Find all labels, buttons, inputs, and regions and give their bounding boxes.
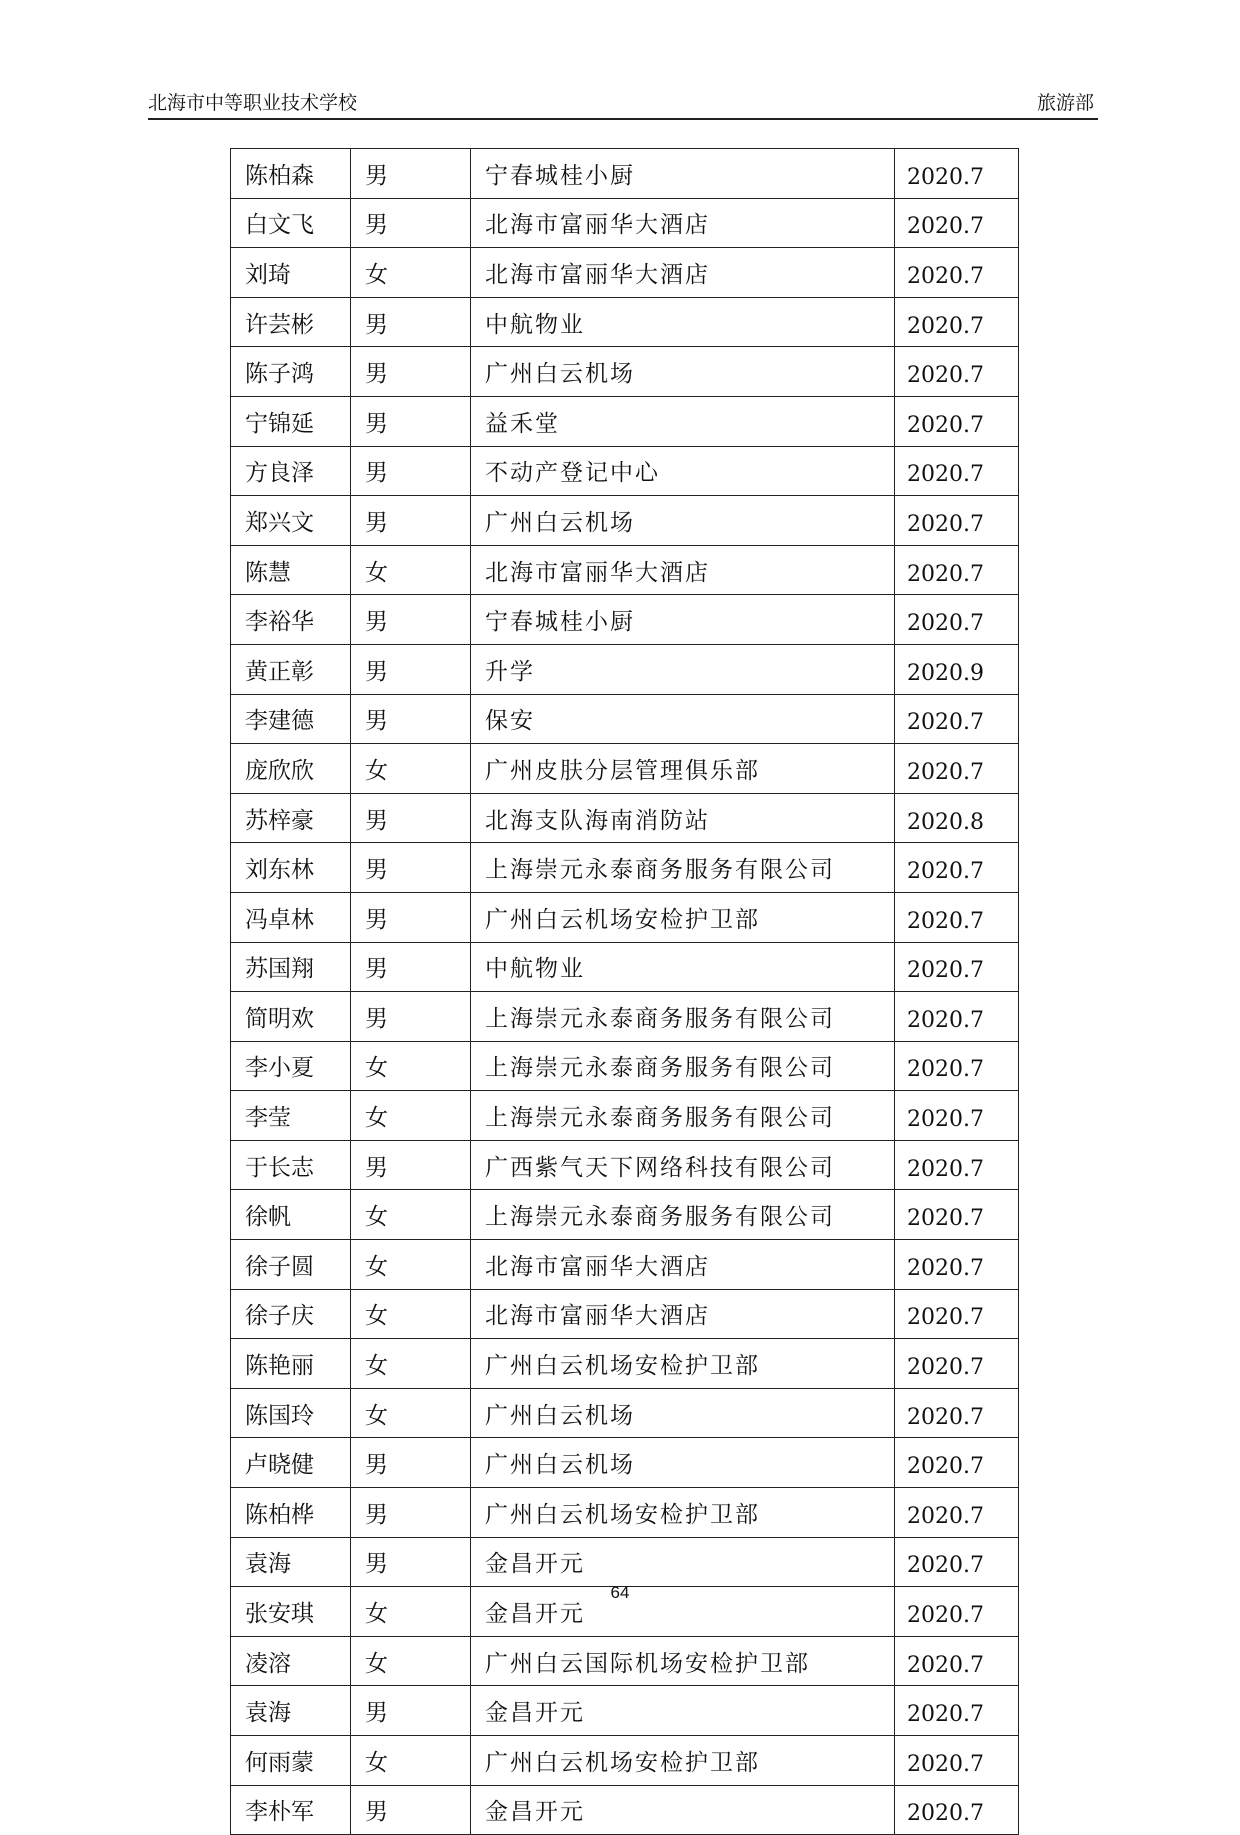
date-cell: 2020.7 [895,892,1019,942]
table-row [231,1091,1019,1141]
name-cell: 李莹 [231,1091,351,1141]
date-cell: 2020.7 [895,843,1019,893]
date-cell: 2020.7 [895,1785,1019,1835]
name-cell: 郑兴文 [231,496,351,546]
gender-cell: 男 [351,198,471,248]
company-cell: 广州白云机场安检护卫部 [471,1736,895,1786]
gender-cell: 女 [351,1736,471,1786]
company-cell: 广州白云机场 [471,347,895,397]
date-cell: 2020.7 [895,248,1019,298]
table-row [231,149,1019,199]
name-cell: 陈艳丽 [231,1339,351,1389]
company-cell: 广州白云机场安检护卫部 [471,892,895,942]
date-cell: 2020.7 [895,1289,1019,1339]
date-cell: 2020.7 [895,1339,1019,1389]
name-cell: 于长志 [231,1140,351,1190]
gender-cell: 男 [351,496,471,546]
date-cell: 2020.7 [895,396,1019,446]
name-cell: 许芸彬 [231,297,351,347]
gender-cell: 女 [351,1339,471,1389]
date-cell: 2020.7 [895,1636,1019,1686]
table-row [231,198,1019,248]
page-header [148,84,1098,120]
date-cell: 2020.7 [895,942,1019,992]
department-name: 旅游部 [1036,92,1094,114]
date-cell: 2020.7 [895,595,1019,645]
gender-cell: 女 [351,1388,471,1438]
company-cell: 上海崇元永泰商务服务有限公司 [471,1041,895,1091]
name-cell: 卢晓健 [231,1438,351,1488]
company-cell: 上海崇元永泰商务服务有限公司 [471,992,895,1042]
date-cell: 2020.7 [895,1537,1019,1587]
gender-cell: 男 [351,892,471,942]
date-cell: 2020.7 [895,1438,1019,1488]
employment-table [230,148,1019,1835]
name-cell: 陈国玲 [231,1388,351,1438]
name-cell: 李小夏 [231,1041,351,1091]
name-cell: 徐帆 [231,1190,351,1240]
gender-cell: 男 [351,595,471,645]
table-row [231,1636,1019,1686]
company-cell: 中航物业 [471,297,895,347]
date-cell: 2020.7 [895,1140,1019,1190]
table-row [231,396,1019,446]
table-row [231,595,1019,645]
company-cell: 北海市富丽华大酒店 [471,1240,895,1290]
table-row [231,1339,1019,1389]
company-cell: 广州白云机场安检护卫部 [471,1339,895,1389]
gender-cell: 男 [351,644,471,694]
date-cell: 2020.7 [895,496,1019,546]
date-cell: 2020.7 [895,1240,1019,1290]
name-cell: 徐子圆 [231,1240,351,1290]
company-cell: 金昌开元 [471,1537,895,1587]
name-cell: 刘琦 [231,248,351,298]
table-row [231,1736,1019,1786]
date-cell: 2020.7 [895,992,1019,1042]
company-cell: 金昌开元 [471,1587,895,1637]
date-cell: 2020.7 [895,744,1019,794]
gender-cell: 女 [351,1041,471,1091]
company-cell: 金昌开元 [471,1785,895,1835]
gender-cell: 男 [351,1686,471,1736]
table-row [231,446,1019,496]
table-row [231,1388,1019,1438]
company-cell: 广州白云机场安检护卫部 [471,1488,895,1538]
date-cell: 2020.8 [895,793,1019,843]
date-cell: 2020.7 [895,297,1019,347]
company-cell: 北海支队海南消防站 [471,793,895,843]
company-cell: 宁春城桂小厨 [471,595,895,645]
date-cell: 2020.9 [895,644,1019,694]
company-cell: 保安 [471,694,895,744]
date-cell: 2020.7 [895,446,1019,496]
company-cell: 广西紫气天下网络科技有限公司 [471,1140,895,1190]
company-cell: 北海市富丽华大酒店 [471,248,895,298]
name-cell: 庞欣欣 [231,744,351,794]
date-cell: 2020.7 [895,694,1019,744]
gender-cell: 女 [351,744,471,794]
name-cell: 刘东林 [231,843,351,893]
name-cell: 张安琪 [231,1587,351,1637]
table-row [231,1289,1019,1339]
gender-cell: 男 [351,149,471,199]
gender-cell: 男 [351,347,471,397]
name-cell: 陈子鸿 [231,347,351,397]
table-row [231,1190,1019,1240]
table-row [231,843,1019,893]
table-row [231,992,1019,1042]
company-cell: 不动产登记中心 [471,446,895,496]
name-cell: 李朴军 [231,1785,351,1835]
gender-cell: 女 [351,248,471,298]
name-cell: 陈柏桦 [231,1488,351,1538]
page-number: 64 [610,1583,630,1602]
date-cell: 2020.7 [895,1736,1019,1786]
name-cell: 宁锦延 [231,396,351,446]
name-cell: 袁海 [231,1686,351,1736]
company-cell: 广州白云国际机场安检护卫部 [471,1636,895,1686]
gender-cell: 男 [351,942,471,992]
company-cell: 北海市富丽华大酒店 [471,198,895,248]
gender-cell: 女 [351,1091,471,1141]
gender-cell: 男 [351,396,471,446]
name-cell: 陈柏森 [231,149,351,199]
name-cell: 简明欢 [231,992,351,1042]
name-cell: 方良泽 [231,446,351,496]
company-cell: 广州白云机场 [471,1388,895,1438]
name-cell: 黄正彰 [231,644,351,694]
gender-cell: 女 [351,1240,471,1290]
gender-cell: 男 [351,1537,471,1587]
company-cell: 益禾堂 [471,396,895,446]
table-row [231,297,1019,347]
table-row [231,1686,1019,1736]
table-row [231,892,1019,942]
gender-cell: 女 [351,1289,471,1339]
company-cell: 广州皮肤分层管理俱乐部 [471,744,895,794]
table-row [231,1537,1019,1587]
date-cell: 2020.7 [895,1488,1019,1538]
date-cell: 2020.7 [895,347,1019,397]
table-row [231,1438,1019,1488]
date-cell: 2020.7 [895,1041,1019,1091]
table-row [231,744,1019,794]
name-cell: 凌溶 [231,1636,351,1686]
date-cell: 2020.7 [895,149,1019,199]
gender-cell: 男 [351,446,471,496]
date-cell: 2020.7 [895,1686,1019,1736]
company-cell: 升学 [471,644,895,694]
table-body [231,149,1019,1835]
school-name: 北海市中等职业技术学校 [148,92,358,114]
table-row [231,1240,1019,1290]
table-row [231,1488,1019,1538]
table-row [231,1785,1019,1835]
date-cell: 2020.7 [895,1587,1019,1637]
table-row [231,793,1019,843]
gender-cell: 男 [351,694,471,744]
company-cell: 广州白云机场 [471,496,895,546]
name-cell: 李建德 [231,694,351,744]
table-row [231,347,1019,397]
name-cell: 何雨蒙 [231,1736,351,1786]
gender-cell: 女 [351,1636,471,1686]
gender-cell: 男 [351,1140,471,1190]
date-cell: 2020.7 [895,198,1019,248]
date-cell: 2020.7 [895,1190,1019,1240]
gender-cell: 男 [351,1785,471,1835]
name-cell: 苏梓豪 [231,793,351,843]
table-row [231,545,1019,595]
company-cell: 上海崇元永泰商务服务有限公司 [471,1091,895,1141]
table-row [231,496,1019,546]
table-row [231,1140,1019,1190]
gender-cell: 男 [351,992,471,1042]
gender-cell: 男 [351,793,471,843]
gender-cell: 女 [351,545,471,595]
gender-cell: 女 [351,1190,471,1240]
date-cell: 2020.7 [895,545,1019,595]
date-cell: 2020.7 [895,1388,1019,1438]
table-row [231,694,1019,744]
company-cell: 上海崇元永泰商务服务有限公司 [471,1190,895,1240]
company-cell: 北海市富丽华大酒店 [471,1289,895,1339]
name-cell: 白文飞 [231,198,351,248]
table-row [231,644,1019,694]
name-cell: 李裕华 [231,595,351,645]
gender-cell: 男 [351,1488,471,1538]
company-cell: 宁春城桂小厨 [471,149,895,199]
gender-cell: 男 [351,297,471,347]
name-cell: 陈慧 [231,545,351,595]
table-row [231,942,1019,992]
company-cell: 中航物业 [471,942,895,992]
date-cell: 2020.7 [895,1091,1019,1141]
name-cell: 苏国翔 [231,942,351,992]
company-cell: 北海市富丽华大酒店 [471,545,895,595]
table-row [231,1041,1019,1091]
name-cell: 徐子庆 [231,1289,351,1339]
gender-cell: 女 [351,1587,471,1637]
gender-cell: 男 [351,843,471,893]
name-cell: 冯卓林 [231,892,351,942]
company-cell: 广州白云机场 [471,1438,895,1488]
company-cell: 上海崇元永泰商务服务有限公司 [471,843,895,893]
name-cell: 袁海 [231,1537,351,1587]
gender-cell: 男 [351,1438,471,1488]
company-cell: 金昌开元 [471,1686,895,1736]
table-row [231,248,1019,298]
